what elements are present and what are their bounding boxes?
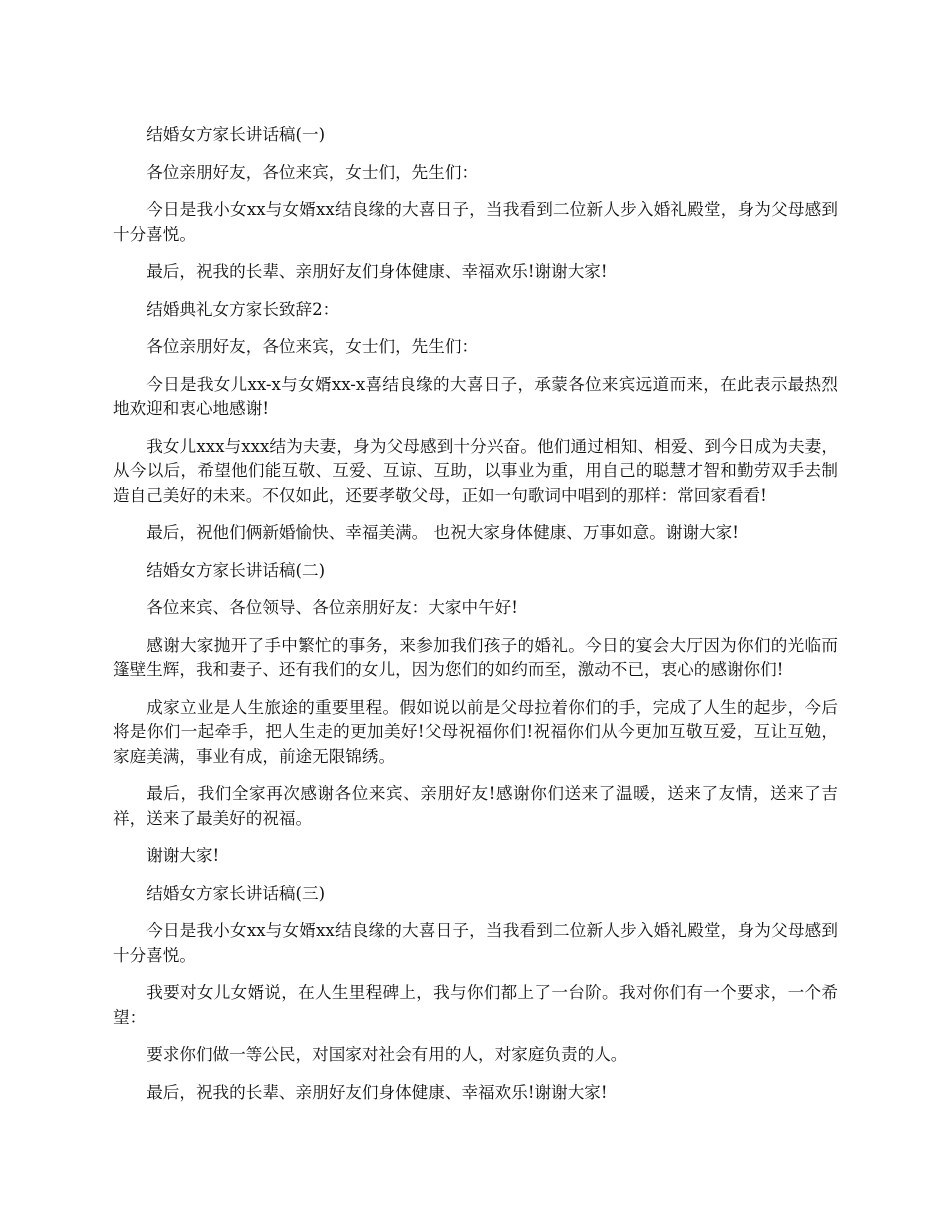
paragraph: 感谢大家抛开了手中繁忙的事务，来参加我们孩子的婚礼。今日的宴会大厅因为你们的光临而篷壁生辉，我和妻子、还有我们的女儿，因为您们的如约而至，激动不已，衷心的感谢你们! xyxy=(113,635,838,679)
heading-speech-three: 结婚女方家长讲话稿(二) xyxy=(146,560,326,580)
paragraph: 今日是我女儿xx-x与女婿xx-x喜结良缘的大喜日子，承蒙各位来宾远道而来，在此表示最热烈地欢迎和衷心地感谢! xyxy=(113,374,838,418)
greeting: 各位亲朋好友，各位来宾，女士们，先生们： xyxy=(146,337,479,356)
paragraph: 最后，祝他们俩新婚愉快、幸福美满。 也祝大家身体健康、万事如意。谢谢大家! xyxy=(146,523,739,542)
greeting: 各位亲朋好友，各位来宾，女士们，先生们： xyxy=(146,162,479,182)
paragraph: 我要对女儿女婿说，在人生里程碑上，我与你们都上了一台阶。我对你们有一个要求，一个希望： xyxy=(113,983,838,1027)
heading-speech-one: 结婚女方家长讲话稿(一) xyxy=(146,125,326,144)
heading-speech-four: 结婚女方家长讲话稿(三) xyxy=(146,883,326,903)
paragraph: 谢谢大家! xyxy=(146,846,220,865)
paragraph: 成家立业是人生旅途的重要里程。假如说以前是父母拉着你们的手，完成了人生的起步，今后将是你们一起牵手，把人生走的更加美好!父母祝福你们!祝福你们从今更加互敬互爱，互让互勉，家庭美满，事业有成，前途无限锦绣。 xyxy=(113,697,838,766)
paragraph: 最后，祝我的长辈、亲朋好友们身体健康、幸福欢乐!谢谢大家! xyxy=(146,262,608,281)
paragraph: 今日是我小女xx与女婿xx结良缘的大喜日子，当我看到二位新人步入婚礼殿堂，身为父母感到十分喜悦。 xyxy=(113,921,838,965)
paragraph: 最后，我们全家再次感谢各位来宾、亲朋好友!感谢你们送来了温暖，送来了友情，送来了吉祥，送来了最美好的祝福。 xyxy=(113,784,838,828)
greeting: 各位来宾、各位领导、各位亲朋好友：大家中午好! xyxy=(146,598,518,617)
document-page xyxy=(113,123,838,1118)
heading-speech-two: 结婚典礼女方家长致辞2： xyxy=(146,299,340,319)
paragraph: 要求你们做一等公民，对国家对社会有用的人，对家庭负责的人。 xyxy=(146,1045,628,1064)
paragraph: 我女儿xxx与xxx结为夫妻，身为父母感到十分兴奋。他们通过相知、相爱、到今日成为夫妻，从今以后，希望他们能互敬、互爱、互谅、互助，以事业为重，用自己的聪慧才智和勤劳双手去制造自己美好的未来。不仅如此，还要孝敬父母，正如一句歌词中唱到的那样：常回家看看! xyxy=(113,436,838,505)
paragraph: 今日是我小女xx与女婿xx结良缘的大喜日子，当我看到二位新人步入婚礼殿堂，身为父母感到十分喜悦。 xyxy=(113,200,838,244)
paragraph: 最后，祝我的长辈、亲朋好友们身体健康、幸福欢乐!谢谢大家! xyxy=(146,1082,608,1102)
